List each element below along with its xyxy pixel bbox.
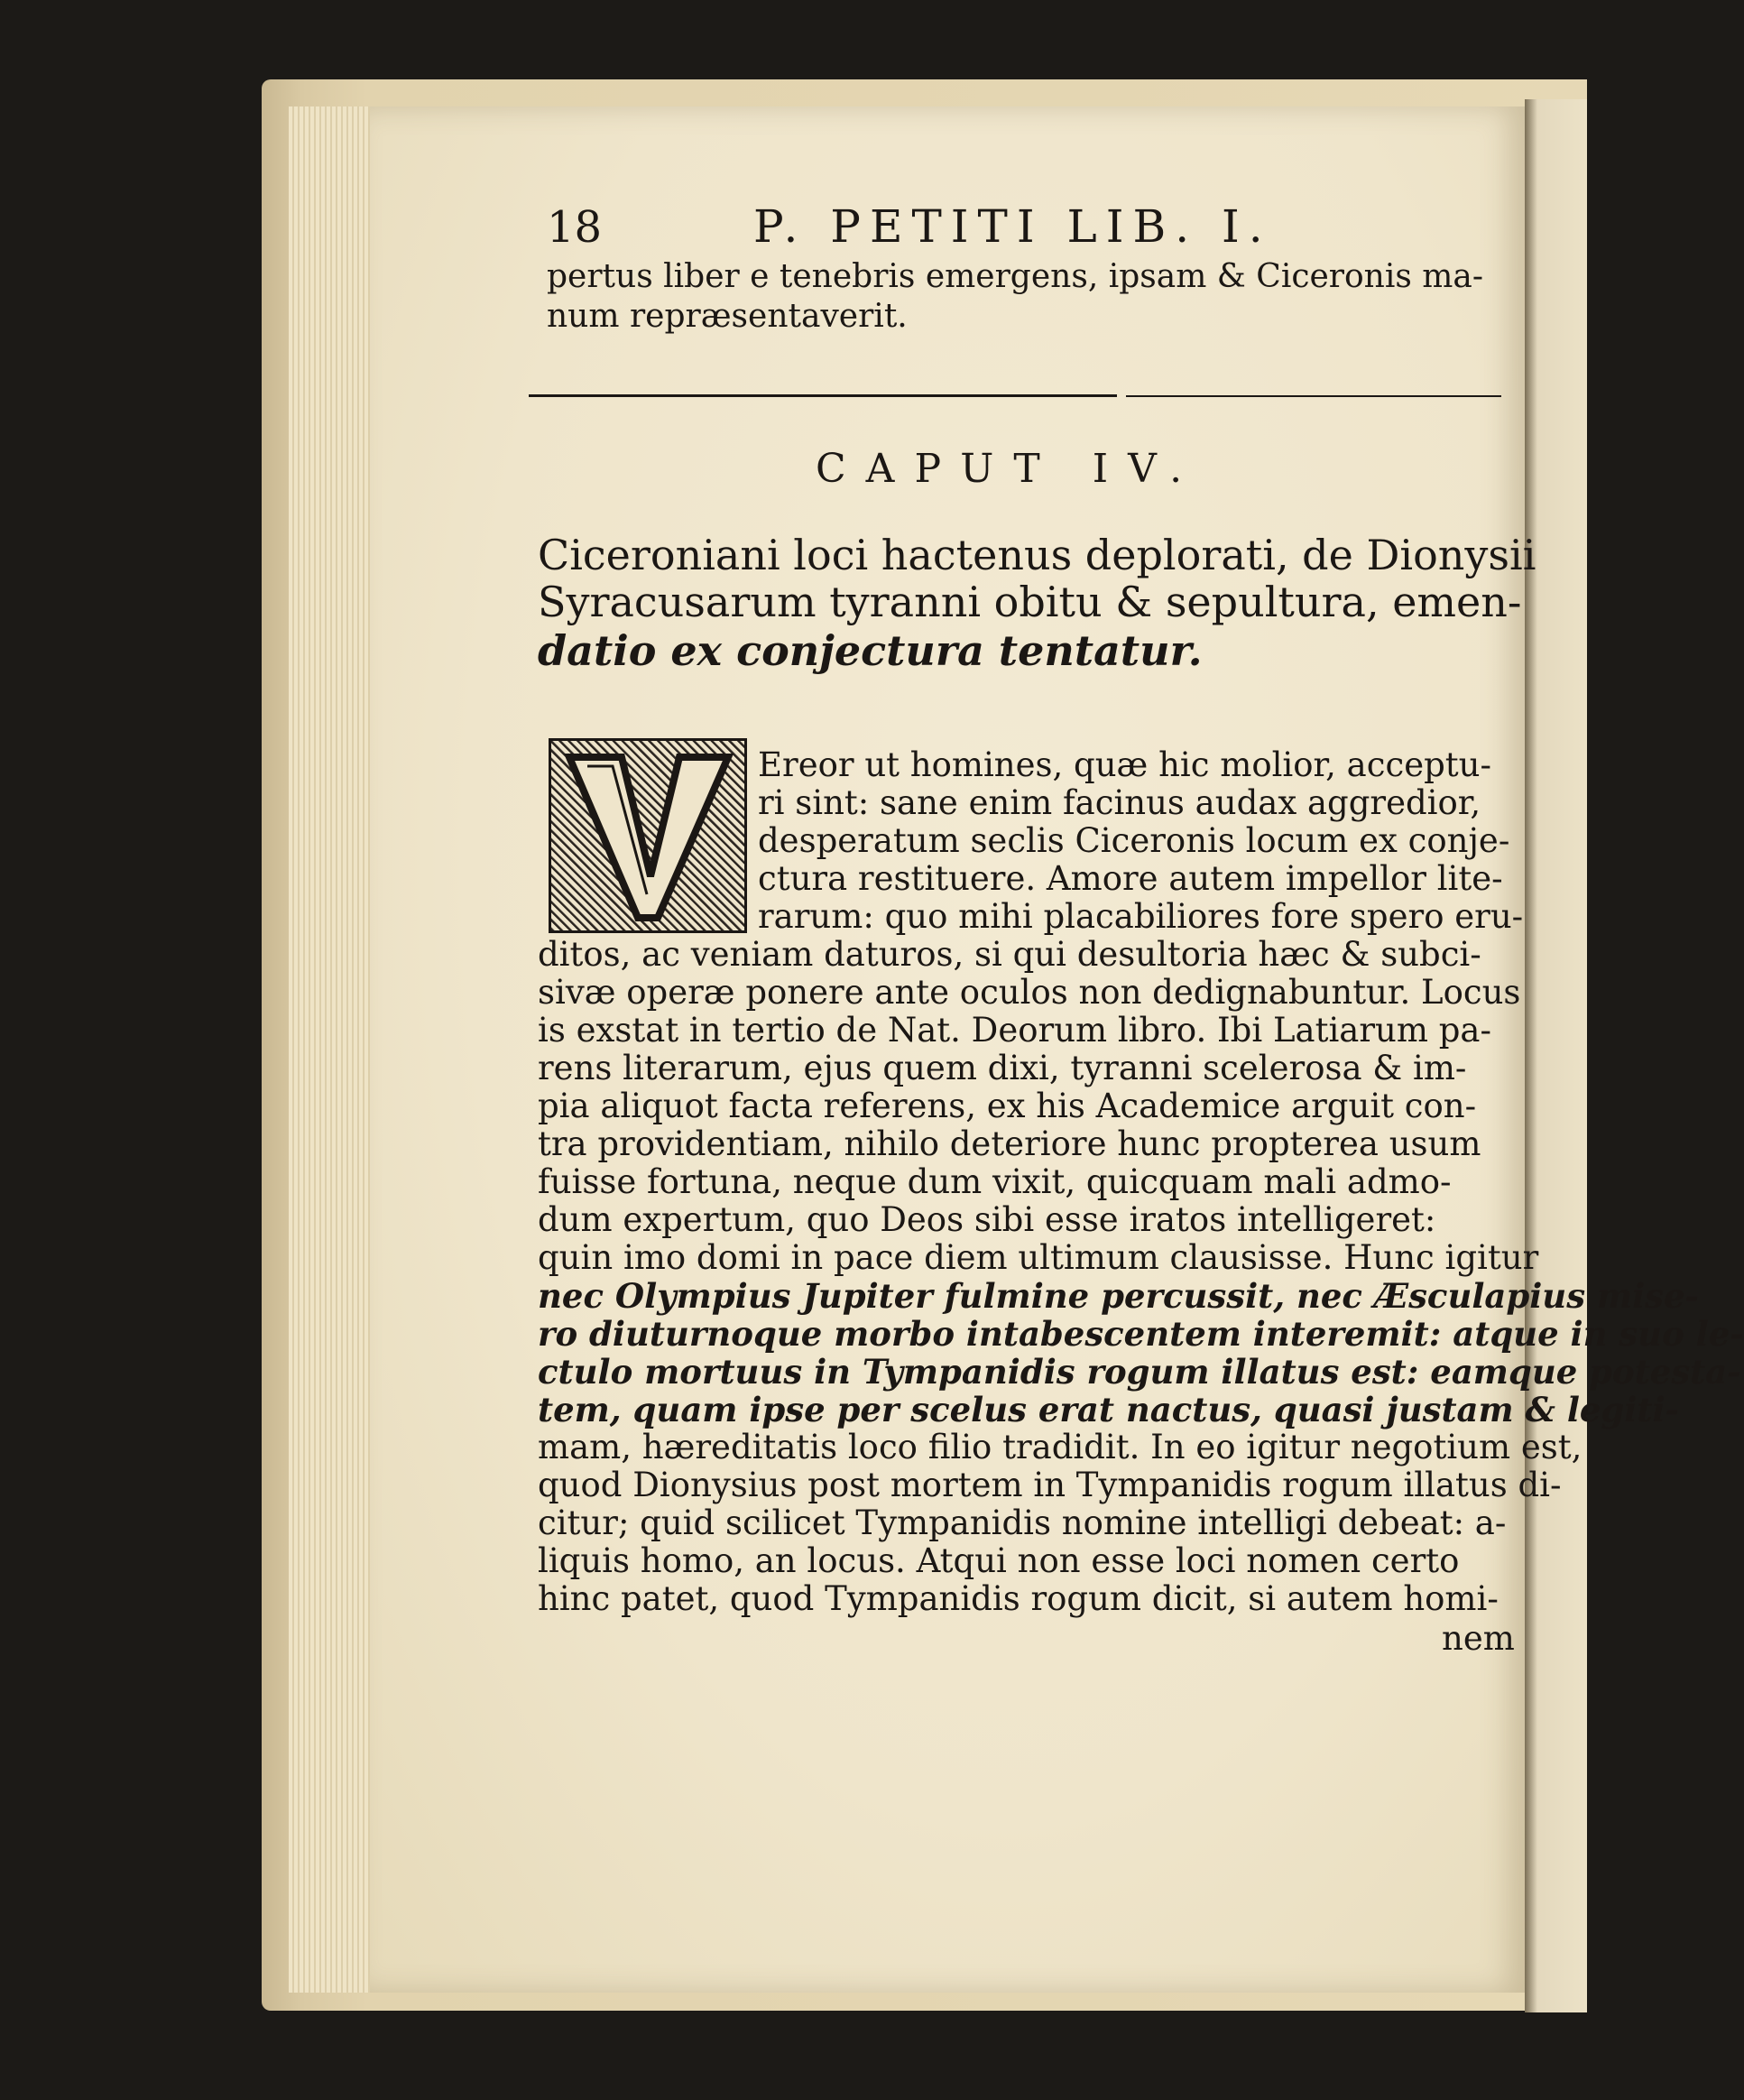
book-page [370,106,1744,1993]
body-line: ri sint: sane enim facinus audax aggredior, [758,783,1481,822]
chapter-title-line: Ciceroniani loci hactenus deplorati, de Dionysii [538,531,1536,579]
catchword: nem [1442,1619,1515,1658]
carryover-line: pertus liber e tenebris emergens, ipsam & Ciceronis ma- [547,258,1484,295]
body-line: nec Olympius Jupiter fulmine percussit, nec Æsculapius mise- [538,1276,1699,1316]
chapter-heading: CAPUT IV. [816,446,1203,492]
body-line: quin imo domi in pace diem ultimum clausisse. Hunc igitur [538,1238,1539,1277]
body-line: Ereor ut homines, quæ hic molior, acceptu- [758,745,1491,784]
running-head: P. PETITI LIB. I. [753,200,1272,253]
body-line: citur; quid scilicet Tympanidis nomine intelligi debeat: a- [538,1503,1507,1542]
body-line: desperatum seclis Ciceronis locum ex conje- [758,821,1510,860]
body-line: hinc patet, quod Tympanidis rogum dicit, si autem homi- [538,1579,1499,1618]
chapter-title-line: datio ex conjectura tentatur. [538,626,1203,675]
facing-page-edge [1525,99,1587,2012]
body-line: ctura restituere. Amore autem impellor lite- [758,859,1503,898]
body-line: pia aliquot facta referens, ex his Academice arguit con- [538,1087,1477,1125]
body-line: dum expertum, quo Deos sibi esse iratos intelligeret: [538,1200,1436,1239]
page-number: 18 [547,202,603,253]
body-line: tra providentiam, nihilo deteriore hunc propterea usum [538,1124,1481,1163]
carryover-line: num repræsentaverit. [547,298,908,335]
body-line: ro diuturnoque morbo intabescentem interemit: atque in suo le- [538,1314,1744,1354]
body-line: is exstat in tertio de Nat. Deorum libro. Ibi Latiarum pa- [538,1011,1491,1050]
body-line: rens literarum, ejus quem dixi, tyranni scelerosa & im- [538,1049,1467,1087]
body-line: liquis homo, an locus. Atqui non esse loci nomen certo [538,1541,1460,1580]
body-line: sivæ operæ ponere ante oculos non dedignabuntur. Locus [538,973,1521,1012]
body-line: fuisse fortuna, neque dum vixit, quicquam mali admo- [538,1162,1452,1201]
body-line: rarum: quo mihi placabiliores fore spero eru- [758,897,1524,936]
decorated-initial-v-icon [549,738,747,933]
body-line: ditos, ac veniam daturos, si qui desultoria hæc & subci- [538,935,1481,974]
chapter-title-line: Syracusarum tyranni obitu & sepultura, emen- [538,578,1522,626]
section-rule [529,394,1117,397]
body-line: mam, hæreditatis loco filio tradidit. In eo igitur negotium est, [538,1428,1583,1466]
page-edges [289,106,379,1993]
body-line: tem, quam ipse per scelus erat nactus, quasi justam & legiti- [538,1390,1679,1429]
body-line: quod Dionysius post mortem in Tympanidis rogum illatus di- [538,1466,1562,1504]
section-rule [1126,395,1501,397]
body-line: ctulo mortuus in Tympanidis rogum illatus est: eamque potesta- [538,1352,1741,1392]
